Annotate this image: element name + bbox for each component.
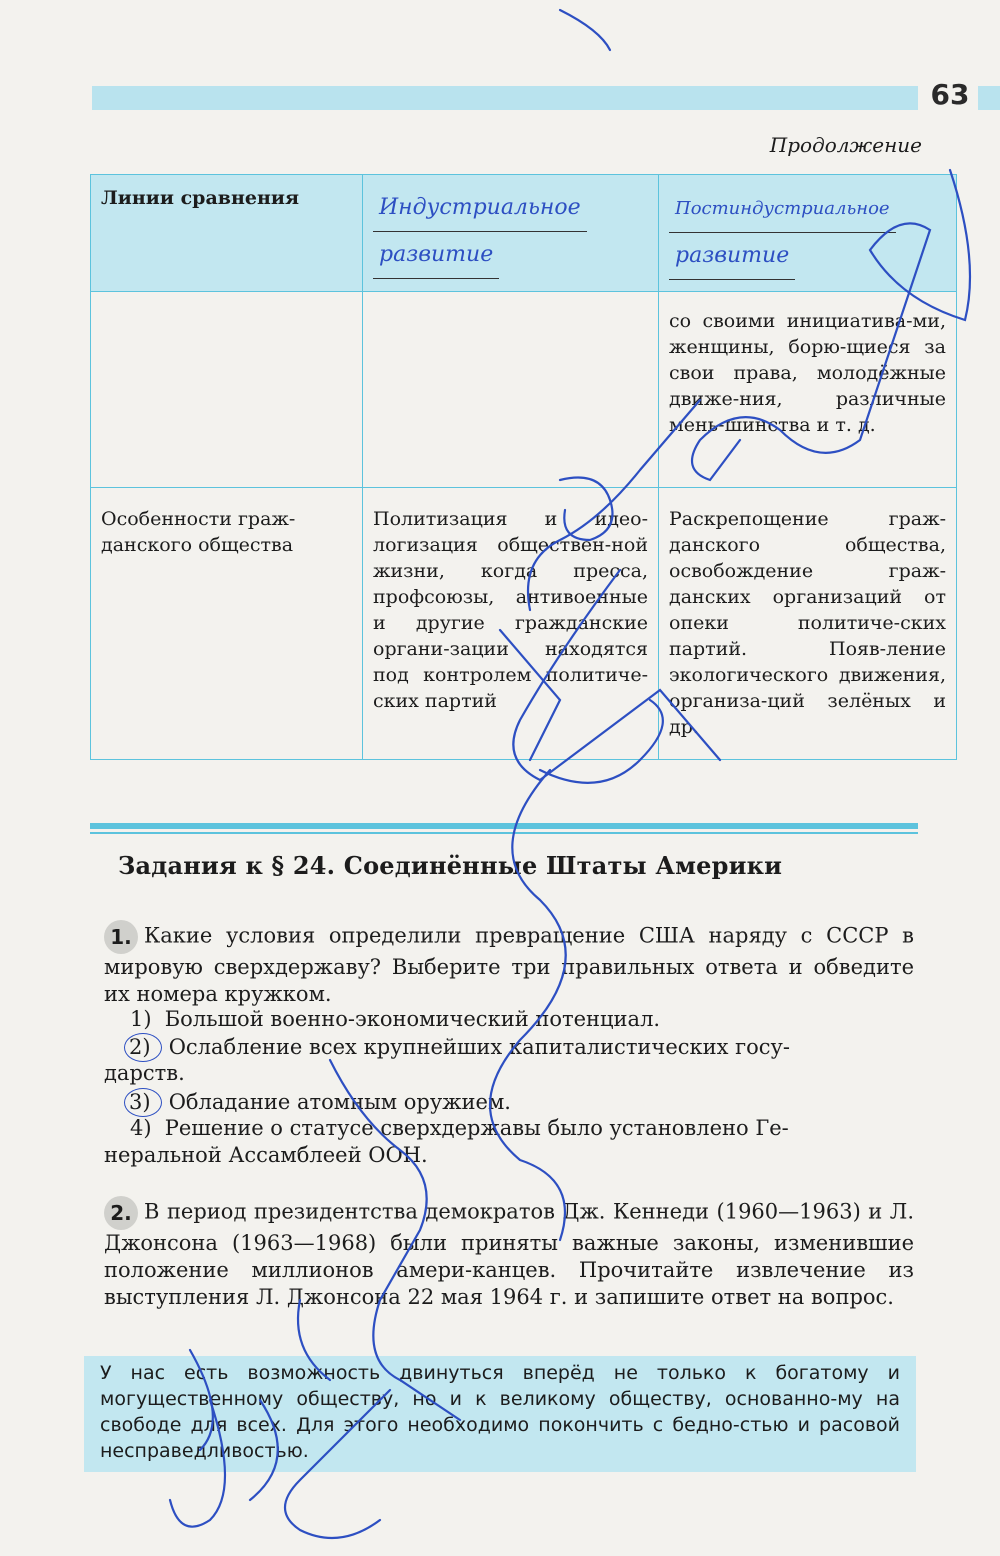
option-text: неральной Ассамблеей ООН.: [104, 1143, 428, 1167]
option-text: Большой военно-экономический потенциал.: [164, 1007, 661, 1031]
table-cell: Политизация и идео-логизация обществен-ной жизни, когда пресса, профсоюзы, антивоенные и другие гражданские органи-зации находятся под контролем политиче-ских партий: [363, 488, 659, 760]
handwritten-postindustrial-1: Постиндустриальное: [669, 186, 896, 233]
option-number: 1): [130, 1007, 152, 1031]
table-header-row: [91, 175, 957, 292]
task-1-option-1: [130, 1006, 660, 1033]
option-text: Решение о статусе сверхдержавы было установлено Ге-: [164, 1116, 789, 1140]
table-cell: со своими инициатива-ми, женщины, борю-щиеся за свои права, молодёжные движе-ния, различные мень-шинства и т. д.: [659, 292, 957, 488]
table-cell: [363, 292, 659, 488]
page-number: 63: [930, 78, 970, 111]
section-rule-thin: [90, 832, 918, 834]
header-comparison-lines: Линии сравнения: [91, 175, 363, 292]
header-stripe-right: [978, 86, 1000, 110]
table-cell: [91, 292, 363, 488]
option-number: 4): [130, 1116, 152, 1140]
table-cell: Особенности граж-данского общества: [91, 488, 363, 760]
pen-stroke: [560, 10, 610, 50]
johnson-quote: У нас есть возможность двинуться вперёд не только к богатому и могущественному обществу, но и к великому обществу, основанно-му на свободе для всех. Для этого необходимо покончить с бедно-стью и расовой несправедливостью.: [100, 1362, 900, 1462]
table-row: [91, 292, 957, 488]
task-2-text: В период президентства демократов Дж. Кеннеди (1960—1963) и Л. Джонсона (1963—1968) были приняты важные законы, изменившие положение миллионов амери-канцев. Прочитайте извлечение из выступления Л. Джонсона 22 мая 1964 г. и запишите ответ на вопрос.: [104, 1199, 914, 1309]
task-1-option-4: [130, 1115, 789, 1142]
handwritten-postindustrial-2: развитие: [669, 233, 795, 280]
task-1-number: 1.: [104, 920, 138, 954]
task-1-option-2-cont: [104, 1060, 185, 1087]
task-1-option-3: [130, 1088, 511, 1117]
header-postindustrial: [659, 175, 957, 292]
table-row: [91, 488, 957, 760]
table-cell: Раскрепощение граж-данского общества, освобождение граж-данских организаций от опеки политиче-ских партий. Появ-ление экологического движения, организа-ций зелёных и др.: [659, 488, 957, 760]
handwritten-industrial-2: развитие: [373, 232, 499, 279]
header-industrial: [363, 175, 659, 292]
header-stripe: [92, 86, 918, 110]
option-text: Ослабление всех крупнейших капиталистических госу-: [168, 1035, 791, 1059]
task-1-option-4-cont: [104, 1142, 428, 1169]
task-2-question: [104, 1196, 914, 1311]
continuation-label: Продолжение: [769, 133, 922, 157]
task-2-number: 2.: [104, 1196, 138, 1230]
comparison-table: [90, 174, 957, 760]
section-title: Задания к § 24. Соединённые Штаты Америки: [118, 851, 783, 880]
task-1-option-2: [130, 1033, 790, 1062]
option-text: Обладание атомным оружием.: [168, 1090, 511, 1114]
task-1-text: Какие условия определили превращение США наряду с СССР в мировую сверхдержаву? Выберите три правильных ответа и обведите их номера кружком.: [104, 923, 914, 1006]
task-1-question: [104, 920, 914, 1008]
option-number-circled: 3): [124, 1088, 162, 1117]
option-number-circled: 2): [124, 1033, 162, 1062]
handwritten-industrial-1: Индустриальное: [373, 185, 587, 232]
option-text: дарств.: [104, 1061, 185, 1085]
section-rule: [90, 823, 918, 829]
